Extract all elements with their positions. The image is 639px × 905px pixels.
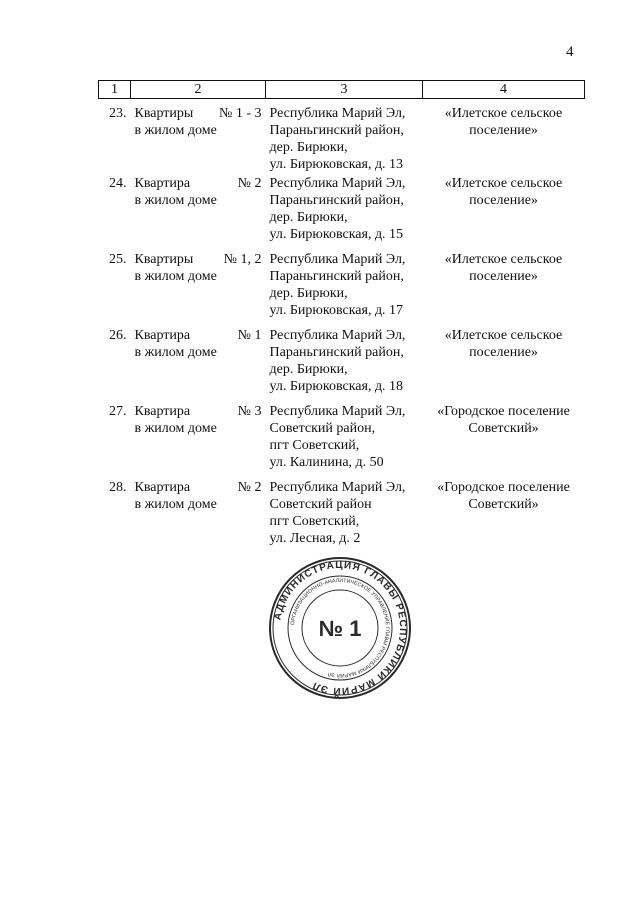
object-type: Квартиры [134, 106, 194, 121]
page-number: 4 [566, 44, 574, 60]
address-line: Советский район [269, 496, 372, 512]
column-header: 3 [266, 81, 423, 99]
address-line: Республика Марий Эл, [269, 175, 406, 191]
object-type: Квартира [134, 403, 191, 419]
object-type: Квартира [134, 479, 191, 495]
address-cell [266, 403, 423, 479]
row-number: 27. [109, 403, 127, 419]
object-number: № 1 [237, 327, 262, 343]
row-number: 24. [109, 175, 127, 191]
address-line: ул. Бирюковская, д. 15 [269, 226, 404, 242]
object-number: № 2 [237, 479, 262, 495]
object-location: в жилом доме [134, 268, 217, 284]
object-cell [131, 327, 266, 403]
owner-line: Советский» [468, 496, 539, 512]
address-line: пгт Советский, [269, 437, 360, 453]
object-cell [131, 403, 266, 479]
owner-line: поселение» [469, 192, 538, 208]
address-line: дер. Бирюки, [269, 209, 348, 225]
address-line: ул. Бирюковская, д. 17 [269, 302, 404, 318]
address-line: ул. Бирюковская, д. 18 [269, 378, 404, 394]
address-line: дер. Бирюки, [269, 140, 348, 155]
object-number: № 1 - 3 [218, 106, 262, 121]
table-row [99, 479, 585, 555]
address-line: Республика Марий Эл, [269, 479, 406, 495]
object-number: № 3 [237, 403, 262, 419]
object-type: Квартира [134, 175, 191, 191]
row-number: 23. [109, 106, 127, 121]
row-number: 26. [109, 327, 127, 343]
object-location: в жилом доме [134, 192, 217, 208]
address-line: дер. Бирюки, [269, 361, 348, 377]
column-header: 4 [423, 81, 585, 99]
address-line: пгт Советский, [269, 513, 360, 529]
object-cell [131, 99, 266, 175]
table-row [99, 403, 585, 479]
object-number: № 1, 2 [223, 251, 262, 267]
seal-outer-text: АДМИНИСТРАЦИЯ ГЛАВЫ РЕСПУБЛИКИ МАРИЙ ЭЛ [272, 559, 409, 697]
table-row [99, 251, 585, 327]
address-line: Параньгинский район, [269, 192, 404, 208]
column-header: 2 [131, 81, 266, 99]
owner-line: «Илетское сельское [444, 106, 563, 121]
object-type: Квартиры [134, 251, 194, 267]
owner-line: «Илетское сельское [444, 327, 563, 343]
address-line: дер. Бирюки, [269, 285, 348, 301]
address-line: Республика Марий Эл, [269, 327, 406, 343]
owner-line: «Городское поселение [437, 403, 570, 419]
object-cell [131, 175, 266, 251]
address-line: ул. Бирюковская, д. 13 [269, 157, 404, 172]
owner-line: поселение» [469, 268, 538, 284]
address-line: Республика Марий Эл, [269, 251, 406, 267]
address-line: Советский район, [269, 420, 376, 436]
object-cell [131, 479, 266, 555]
row-number: 25. [109, 251, 127, 267]
table-row [99, 99, 585, 175]
address-line: Параньгинский район, [269, 123, 404, 138]
property-table [98, 80, 585, 555]
owner-cell [423, 251, 585, 327]
seal-inner-text: ОРГАНИЗАЦИОННО-АНАЛИТИЧЕСКОЕ УПРАВЛЕНИЕ ГЛАВЫ РЕСПУБЛИКИ МАРИЙ ЭЛ [290, 577, 391, 679]
owner-line: «Илетское сельское [444, 251, 563, 267]
owner-line: Советский» [468, 420, 539, 436]
address-line: Республика Марий Эл, [269, 403, 406, 419]
owner-line: поселение» [469, 123, 538, 138]
owner-cell [423, 479, 585, 555]
seal-center-text: № 1 [318, 616, 362, 641]
owner-line: «Илетское сельское [444, 175, 563, 191]
owner-cell [423, 327, 585, 403]
address-cell [266, 175, 423, 251]
owner-line: «Городское поселение [437, 479, 570, 495]
table-row [99, 175, 585, 251]
object-location: в жилом доме [134, 123, 217, 138]
owner-cell [423, 99, 585, 175]
table-header-row [99, 81, 585, 99]
address-line: ул. Калинина, д. 50 [269, 454, 384, 470]
address-cell [266, 327, 423, 403]
address-line: Республика Марий Эл, [269, 106, 406, 121]
object-number: № 2 [237, 175, 262, 191]
object-location: в жилом доме [134, 496, 217, 512]
owner-cell [423, 403, 585, 479]
table-row [99, 327, 585, 403]
row-number: 28. [109, 479, 127, 495]
address-cell [266, 99, 423, 175]
object-location: в жилом доме [134, 344, 217, 360]
object-type: Квартира [134, 327, 191, 343]
address-cell [266, 479, 423, 555]
address-cell [266, 251, 423, 327]
object-location: в жилом доме [134, 420, 217, 436]
owner-cell [423, 175, 585, 251]
column-header: 1 [99, 81, 131, 99]
address-line: Параньгинский район, [269, 268, 404, 284]
address-line: Параньгинский район, [269, 344, 404, 360]
address-line: ул. Лесная, д. 2 [269, 530, 361, 546]
object-cell [131, 251, 266, 327]
official-seal [268, 556, 412, 700]
owner-line: поселение» [469, 344, 538, 360]
